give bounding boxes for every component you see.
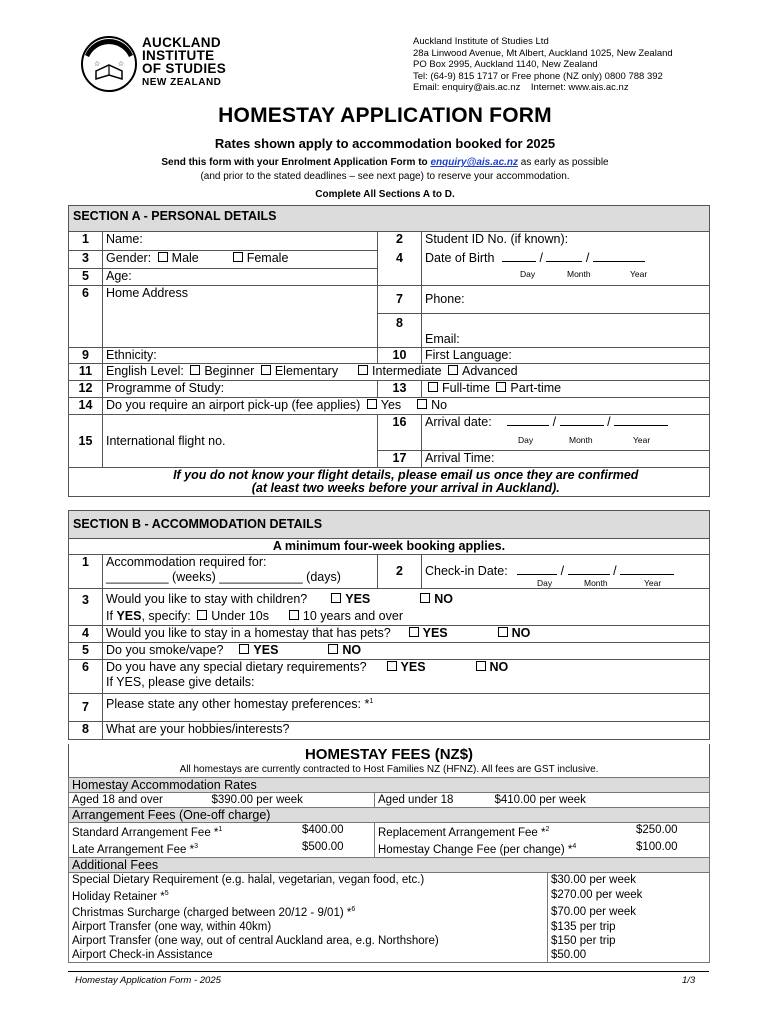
smoke-no-label: NO [342, 643, 362, 657]
late-label: Late Arrangement Fee * [72, 843, 195, 856]
section-b-table [68, 510, 710, 740]
a-num-10: 10 [378, 348, 422, 364]
send-pre: Send this form with your Enrolment Application Form to [161, 157, 428, 168]
a-num-9: 9 [69, 348, 103, 364]
smoke-label: Do you smoke/vape? [106, 643, 224, 657]
under10-checkbox[interactable] [197, 610, 207, 620]
a-num-6: 6 [69, 286, 103, 348]
late-footnote: 3 [194, 842, 199, 850]
change-row [375, 840, 710, 857]
arrival-date-field[interactable]: Arrival date: / / Day Month Year [422, 415, 710, 451]
standard-footnote: 1 [218, 826, 223, 833]
children-no-checkbox[interactable] [420, 593, 430, 603]
address-line-3: PO Box 2995, Auckland 1140, New Zealand [413, 59, 598, 70]
diet-details-label: If YES, please give details: [106, 675, 255, 689]
arrival-day-caption: Day [518, 435, 534, 445]
smoke-row [103, 643, 710, 660]
christmas-fee: $70.00 per week [548, 903, 710, 920]
if-yes-bold: YES [116, 609, 142, 623]
pickup-no-label: No [431, 398, 448, 412]
children-label: Would you like to stay with children? [106, 592, 308, 606]
pets-no-label: NO [511, 626, 531, 640]
pets-label: Would you like to stay in a homestay that has pets? [106, 626, 391, 640]
beginner-checkbox[interactable] [190, 365, 200, 375]
arrival-time-label: Arrival Time: [425, 451, 495, 465]
b-num-6: 6 [69, 660, 103, 694]
pickup-label: Do you require an airport pick-up (fee applies) [106, 398, 361, 412]
checkin-year-caption: Year [644, 578, 662, 588]
preferences-footnote: 1 [369, 698, 374, 705]
over10-checkbox[interactable] [289, 610, 299, 620]
smoke-yes-checkbox[interactable] [239, 644, 249, 654]
flight-note-line-1: If you do not know your flight details, please email us once they are confirmed [173, 468, 639, 482]
address-block [413, 36, 673, 94]
replacement-row [375, 823, 710, 840]
holiday-fee: $270.00 per week [548, 887, 710, 904]
fees-table [68, 777, 710, 963]
children-row [103, 589, 710, 626]
rates-line: Rates shown apply to accommodation booked for 2025 [214, 136, 556, 151]
additional-header: Additional Fees [69, 857, 710, 872]
ethnicity-label: Ethnicity: [106, 348, 157, 362]
first-language-label: First Language: [425, 348, 512, 362]
section-a-table [68, 205, 710, 497]
checkin-day-caption: Day [537, 578, 553, 588]
pickup-yes-label: Yes [380, 398, 402, 412]
accom-required-label: Accommodation required for: [106, 555, 267, 569]
gender-label: Gender: [106, 251, 152, 265]
home-address-label: Home Address [106, 286, 188, 300]
change-label: Homestay Change Fee (per change) * [378, 843, 573, 856]
dob-year-caption: Year [630, 268, 648, 279]
b-num-7: 7 [69, 694, 103, 722]
pets-yes-checkbox[interactable] [409, 627, 419, 637]
aged18-label: Aged 18 and over [69, 793, 209, 808]
a-num-14: 14 [69, 398, 103, 415]
parttime-checkbox[interactable] [496, 382, 506, 392]
diet-no-checkbox[interactable] [476, 661, 486, 671]
name-label: Name: [106, 232, 143, 246]
b-num-1: 1 [69, 555, 103, 589]
accom-rates-header: Homestay Accommodation Rates [69, 778, 710, 793]
b-num-3: 3 [69, 589, 103, 626]
dob-label: Date of Birth [425, 250, 495, 265]
first-language-field[interactable] [422, 348, 710, 364]
dob-field[interactable]: Date of Birth / / Day Month Year [422, 251, 710, 286]
parttime-label: Part-time [510, 381, 562, 395]
male-checkbox[interactable] [158, 252, 168, 262]
a-num-15: 15 [69, 415, 103, 468]
send-post: as early as possible [520, 157, 609, 168]
diet-label: Do you have any special dietary requirements? [106, 660, 367, 674]
elementary-checkbox[interactable] [261, 365, 271, 375]
flight-note-line-2: (at least two weeks before your arrival in Auckland). [251, 481, 560, 495]
a-num-11: 11 [69, 364, 103, 381]
pickup-row [103, 398, 710, 415]
a-num-7: 7 [378, 286, 422, 314]
advanced-label: Advanced [462, 364, 518, 378]
ethnicity-field[interactable] [103, 348, 378, 364]
a-num-12: 12 [69, 381, 103, 398]
pickup-no-checkbox[interactable] [417, 399, 427, 409]
standard-row [69, 823, 375, 840]
logo [80, 35, 240, 95]
address-line-1: Auckland Institute of Studies Ltd [413, 36, 549, 47]
a-num-8: 8 [378, 314, 422, 348]
accom-required-field[interactable] [103, 555, 378, 589]
complete-line: Complete All Sections A to D. [315, 189, 455, 200]
transfer1-label: Airport Transfer (one way, within 40km) [69, 920, 548, 934]
b-num-8: 8 [69, 722, 103, 740]
english-level-row [103, 364, 710, 381]
logo-line-3: OF STUDIES [142, 61, 227, 76]
children-yes-checkbox[interactable] [331, 593, 341, 603]
student-id-label: Student ID No. (if known): [425, 232, 569, 246]
transfer2-label: Airport Transfer (one way, out of central Auckland area, e.g. Northshore) [69, 934, 548, 948]
section-a-title: SECTION A - PERSONAL DETAILS [69, 206, 710, 232]
enquiry-email-link[interactable]: enquiry@ais.ac.nz [430, 157, 519, 168]
a-num-1: 1 [69, 232, 103, 251]
under18-label: Aged under 18 [375, 793, 492, 808]
footer-left: Homestay Application Form - 2025 [75, 975, 221, 986]
female-checkbox[interactable] [233, 252, 243, 262]
preferences-label: Please state any other homestay preferences: * [106, 697, 370, 712]
fulltime-label: Full-time [442, 381, 490, 395]
english-level-label: English Level: [106, 364, 184, 378]
female-label: Female [246, 251, 289, 265]
ais-emblem-icon [80, 35, 138, 93]
beginner-label: Beginner [204, 364, 255, 378]
arrival-time-field[interactable] [422, 451, 710, 468]
logo-line-4: NEW ZEALAND [142, 77, 222, 88]
fulltime-checkbox[interactable] [428, 382, 438, 392]
diet-req-fee: $30.00 per week [548, 872, 710, 887]
transfer2-fee: $150 per trip [548, 934, 710, 948]
phone-field[interactable] [422, 286, 710, 314]
email-field[interactable] [422, 314, 710, 348]
b-num-2: 2 [378, 555, 422, 589]
form-title: HOMESTAY APPLICATION FORM [218, 104, 552, 127]
holiday-footnote: 5 [164, 889, 169, 897]
checkin-label: Check-in Date: [425, 564, 508, 578]
elementary-label: Elementary [274, 364, 339, 378]
programme-field[interactable] [103, 381, 378, 398]
diet-yes-checkbox[interactable] [387, 661, 397, 671]
pets-row [103, 626, 710, 643]
christmas-row [69, 903, 548, 920]
replacement-footnote: 2 [545, 826, 550, 833]
standard-fee: $400.00 [302, 824, 344, 836]
under10-label: Under 10s [211, 609, 269, 623]
b-num-4: 4 [69, 626, 103, 643]
age-label: Age: [106, 269, 132, 283]
study-mode-row [422, 381, 710, 398]
arrangement-header: Arrangement Fees (One-off charge) [69, 808, 710, 823]
late-fee: $500.00 [302, 840, 344, 853]
transfer1-fee: $135 per trip [548, 920, 710, 934]
if-yes-pre: If [106, 609, 113, 623]
a-num-3: 3 [69, 251, 103, 269]
aged18-fee: $390.00 per week [209, 793, 375, 808]
footer-rule [68, 971, 709, 972]
svg-text:A I S: A I S [99, 44, 119, 54]
arrival-date-label: Arrival date: [425, 415, 492, 429]
flight-label: International flight no. [106, 433, 226, 448]
dob-month-caption: Month [567, 268, 591, 279]
logo-line-2: INSTITUTE [142, 48, 215, 63]
b-num-5: 5 [69, 643, 103, 660]
late-row [69, 840, 375, 857]
name-field[interactable] [103, 232, 378, 251]
preferences-field[interactable] [103, 694, 710, 722]
replacement-fee: $250.00 [636, 824, 678, 836]
svg-text:☆: ☆ [93, 61, 101, 68]
hobbies-label: What are your hobbies/interests? [106, 722, 290, 736]
male-label: Male [171, 251, 199, 265]
a-num-4: 4 [378, 251, 422, 286]
children-yes-label: YES [345, 592, 371, 606]
hobbies-field[interactable] [103, 722, 710, 740]
a-num-17: 17 [378, 451, 422, 468]
holiday-row [69, 887, 548, 904]
flight-field[interactable] [103, 415, 378, 468]
section-b-title: SECTION B - ACCOMMODATION DETAILS [69, 511, 710, 539]
diet-no-label: NO [489, 660, 509, 674]
address-line-2: 28a Linwood Avenue, Mt Albert, Auckland 1025, New Zealand [413, 47, 673, 59]
intermediate-checkbox[interactable] [358, 365, 368, 375]
logo-line-1: AUCKLAND [142, 35, 221, 50]
pickup-yes-checkbox[interactable] [367, 399, 377, 409]
age-field[interactable] [103, 269, 378, 286]
a-num-2: 2 [378, 232, 422, 251]
replacement-label: Replacement Arrangement Fee * [378, 826, 546, 839]
smoke-yes-label: YES [253, 643, 279, 657]
holiday-label: Holiday Retainer * [72, 890, 165, 903]
christmas-label: Christmas Surcharge (charged between 20/12 - 9/01) * [72, 907, 352, 920]
fees-subtitle: All homestays are currently contracted to Host Families NZ (HFNZ). All fees are GST inclusive. [179, 764, 599, 775]
checkin-month-caption: Month [584, 578, 608, 588]
a-num-5: 5 [69, 269, 103, 286]
arrival-year-caption: Year [633, 435, 651, 445]
pets-yes-label: YES [422, 626, 448, 640]
a-num-13: 13 [378, 381, 422, 398]
gender-row [103, 251, 378, 269]
checkin-date-field[interactable]: Check-in Date: / / Day Month Year [422, 555, 710, 589]
dob-day-caption: Day [520, 268, 536, 279]
address-line-5: Email: enquiry@ais.ac.nz Internet: www.ais.ac.nz [413, 82, 629, 93]
pets-no-checkbox[interactable] [498, 627, 508, 637]
checkin-assist-label: Airport Check-in Assistance [69, 948, 548, 963]
student-id-field[interactable] [422, 232, 710, 251]
programme-label: Programme of Study: [106, 381, 225, 395]
arrival-month-caption: Month [569, 435, 593, 445]
footer-page: 1/3 [682, 975, 696, 986]
checkin-assist-fee: $50.00 [548, 948, 710, 963]
smoke-no-checkbox[interactable] [328, 644, 338, 654]
standard-label: Standard Arrangement Fee * [72, 826, 219, 839]
if-yes-post: , specify: [141, 609, 191, 623]
under18-fee: $410.00 per week [492, 793, 710, 808]
home-address-field[interactable] [103, 286, 378, 348]
intermediate-label: Intermediate [372, 364, 442, 378]
christmas-footnote: 6 [351, 906, 356, 914]
a-num-16: 16 [378, 415, 422, 451]
change-fee: $100.00 [636, 840, 678, 853]
address-line-4: Tel: (64-9) 815 1717 or Free phone (NZ only) 0800 788 392 [413, 70, 663, 82]
diet-row [103, 660, 710, 694]
children-no-label: NO [434, 592, 453, 606]
fees-title: HOMESTAY FEES (NZ$) [304, 746, 474, 763]
over10-label: 10 years and over [302, 609, 403, 623]
send-line [0, 157, 770, 168]
diet-req-label: Special Dietary Requirement (e.g. halal, vegetarian, vegan food, etc.) [69, 872, 548, 887]
min-booking: A minimum four-week booking applies. [69, 539, 710, 555]
change-footnote: 4 [572, 842, 577, 850]
phone-label: Phone: [425, 292, 465, 306]
prior-line: (and prior to the stated deadlines – see next page) to reserve your accommodation. [200, 171, 570, 182]
svg-text:☆: ☆ [117, 61, 125, 68]
fees-box [68, 744, 710, 777]
email-label: Email: [425, 332, 460, 346]
weeks-days-label: _________ (weeks) ____________ (days) [106, 570, 341, 584]
advanced-checkbox[interactable] [448, 365, 458, 375]
diet-yes-label: YES [400, 660, 426, 674]
flight-note [103, 468, 710, 497]
